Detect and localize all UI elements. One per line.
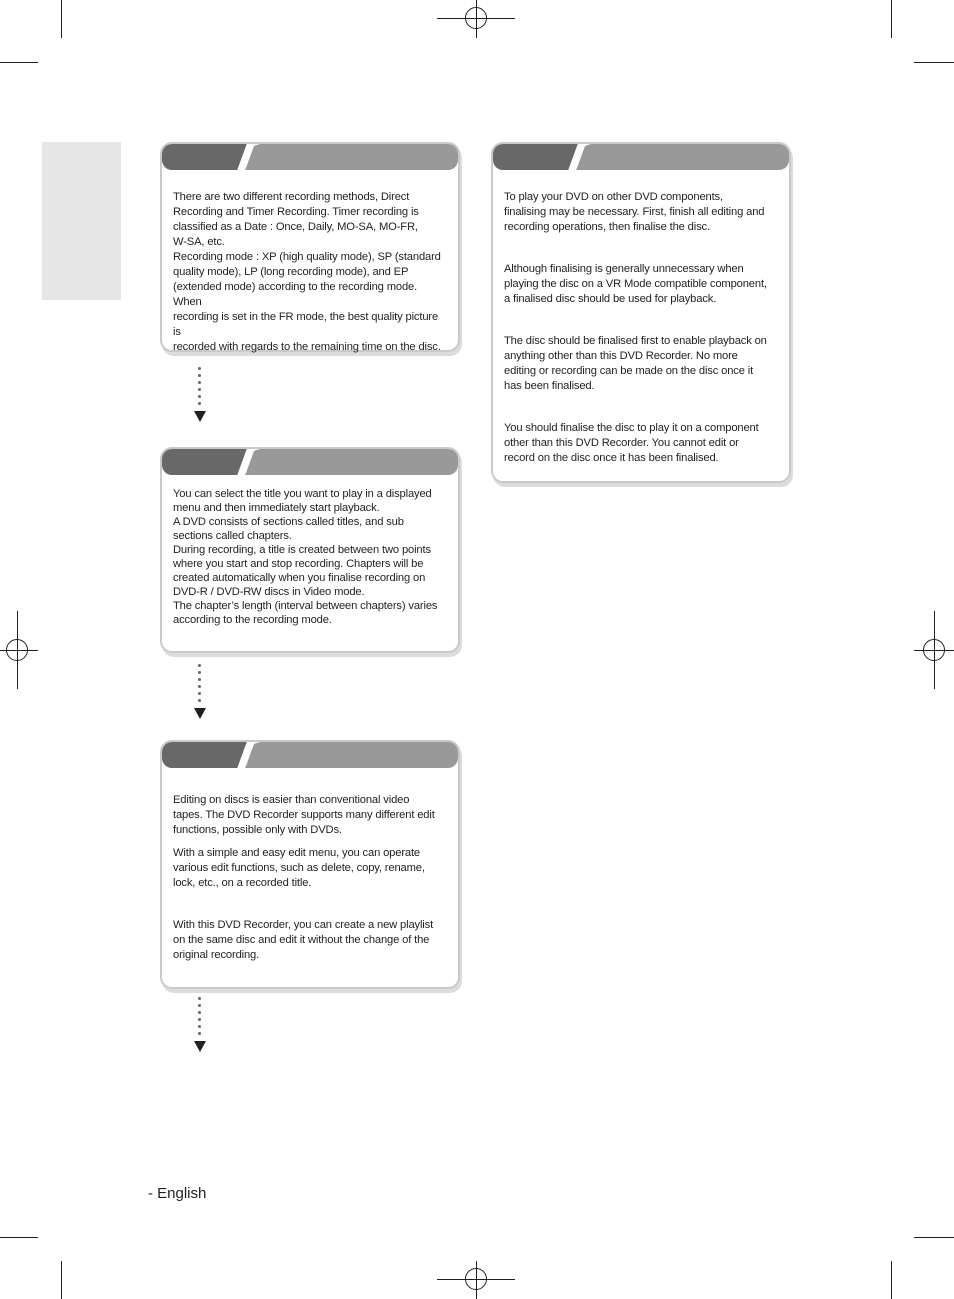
text-line: You should finalise the disc to play it on a component (504, 422, 759, 434)
text-line: playing the disc on a VR Mode compatible component, (504, 278, 767, 290)
editing-text (173, 793, 448, 963)
text-line: according to the recording mode. (173, 614, 332, 626)
crop-mark (0, 1237, 38, 1238)
text-line: anything other than this DVD Recorder. No more (504, 350, 738, 362)
text-line: DVD-R / DVD-RW discs in Video mode. (173, 586, 365, 598)
text-line: A DVD consists of sections called titles, and sub (173, 516, 404, 528)
crop-mark (891, 0, 892, 38)
crop-mark (0, 62, 38, 63)
text-line: functions, possible only with DVDs. (173, 824, 342, 836)
crop-mark (891, 1261, 892, 1299)
text-line: With a simple and easy edit menu, you can operate (173, 847, 420, 859)
text-line: sections called chapters. (173, 530, 292, 542)
crop-mark (61, 0, 62, 38)
card-header-bar (246, 144, 458, 170)
text-line: editing or recording can be made on the disc once it (504, 365, 754, 377)
text-line: The disc should be finalised first to enable playback on (504, 335, 767, 347)
page-footer-language: - English (148, 1185, 207, 1202)
flow-arrow (193, 997, 207, 1055)
text-line: finalising may be necessary. First, finish all editing and (504, 206, 765, 218)
text-line: recording is set in the FR mode, the best quality picture is (173, 311, 439, 338)
playback-text (173, 487, 448, 627)
text-line: Although finalising is generally unnecessary when (504, 263, 744, 275)
crop-mark (914, 62, 954, 63)
text-line: quality mode), LP (long recording mode), and EP (173, 266, 409, 278)
registration-mark-circle (465, 7, 487, 29)
text-line: menu and then immediately start playback. (173, 502, 380, 514)
registration-mark-circle (923, 639, 945, 661)
playback-card (160, 447, 460, 653)
text-line: W-SA, etc. (173, 236, 225, 248)
side-tab (42, 142, 121, 300)
text-line: original recording. (173, 949, 260, 961)
text-line: (extended mode) according to the recording mode. When (173, 281, 418, 308)
recording-text (173, 190, 448, 355)
flow-arrow (193, 664, 207, 722)
editing-card (160, 740, 460, 989)
text-line: has been finalised. (504, 380, 595, 392)
text-line: a finalised disc should be used for playback. (504, 293, 717, 305)
card-header-bar (246, 742, 458, 768)
flow-arrow (193, 367, 207, 425)
card-header-bar (577, 144, 789, 170)
text-line: tapes. The DVD Recorder supports many different edit (173, 809, 435, 821)
text-line: various edit functions, such as delete, copy, rename, (173, 862, 425, 874)
text-line: on the same disc and edit it without the change of the (173, 934, 430, 946)
arrow-down-icon (194, 1041, 206, 1052)
text-line: record on the disc once it has been finalised. (504, 452, 719, 464)
registration-mark-circle (465, 1268, 487, 1290)
card-header (493, 144, 789, 172)
card-header (162, 742, 458, 770)
arrow-down-icon (194, 708, 206, 719)
finalising-text (504, 190, 779, 466)
text-line: During recording, a title is created between two points (173, 544, 431, 556)
card-header (162, 144, 458, 172)
crop-mark (914, 1237, 954, 1238)
text-line: classified as a Date : Once, Daily, MO-SA, MO-FR, (173, 221, 418, 233)
text-line: where you start and stop recording. Chapters will be (173, 558, 424, 570)
text-line: recorded with regards to the remaining time on the disc. (173, 341, 441, 353)
text-line: created automatically when you finalise recording on (173, 572, 426, 584)
text-line: other than this DVD Recorder. You cannot edit or (504, 437, 739, 449)
arrow-down-icon (194, 411, 206, 422)
text-line: Recording mode : XP (high quality mode), SP (standard (173, 251, 441, 263)
card-header (162, 449, 458, 477)
text-line: lock, etc., on a recorded title. (173, 877, 312, 889)
text-line: The chapter’s length (interval between chapters) varies (173, 600, 438, 612)
text-line: There are two different recording methods, Direct (173, 191, 410, 203)
recording-card (160, 142, 460, 352)
finalising-card (491, 142, 791, 483)
crop-mark (61, 1261, 62, 1299)
text-line: To play your DVD on other DVD components, (504, 191, 723, 203)
text-line: recording operations, then finalise the disc. (504, 221, 710, 233)
text-line: Editing on discs is easier than conventional video (173, 794, 410, 806)
card-header-bar (246, 449, 458, 475)
text-line: Recording and Timer Recording. Timer recording is (173, 206, 419, 218)
text-line: With this DVD Recorder, you can create a new playlist (173, 919, 434, 931)
text-line: You can select the title you want to play in a displayed (173, 488, 432, 500)
registration-mark-circle (6, 639, 28, 661)
